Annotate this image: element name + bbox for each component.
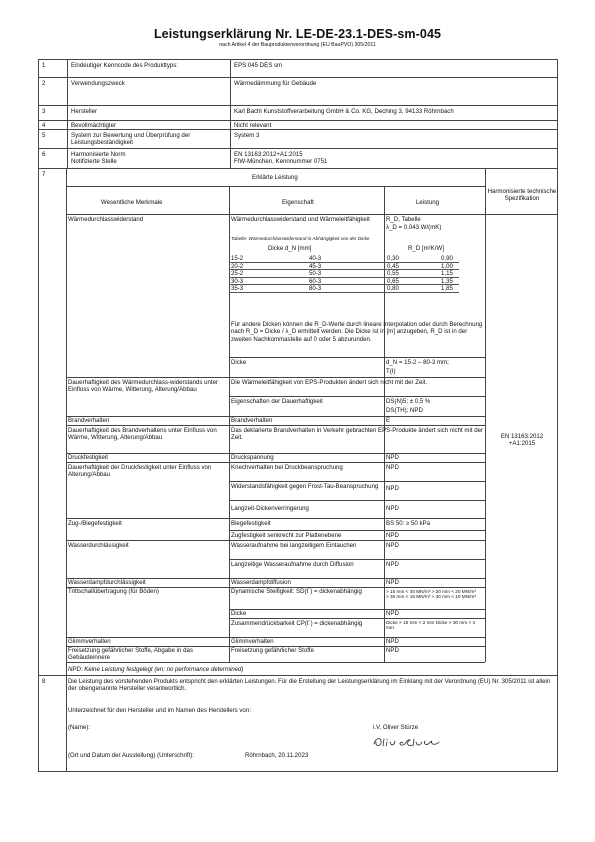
divider — [229, 500, 485, 501]
row-label: Eindeutiger Kenncode des Produkttyps: — [67, 60, 230, 77]
column-header-property: Eigenschaft — [282, 199, 314, 206]
divider — [66, 637, 485, 638]
table-cell: 0,45 — [387, 262, 399, 270]
property-label: Wasseraufnahme bei langzeitigem Eintauchen — [231, 542, 357, 549]
table-row — [229, 278, 459, 286]
table-cell: 50-3 — [309, 270, 322, 277]
divider — [229, 357, 485, 358]
characteristic-label: Dauerhaftigkeit des Brandverhaltens unter Einfluss von Wärme, Witterung, Alterung/Abbau — [68, 427, 217, 442]
property-label: Glimmverhalten — [231, 638, 274, 645]
divider — [229, 396, 485, 397]
table-caption: Tabelle: Wärmedurchlasswiderstand in Abhängigkeit von der Dicke — [231, 236, 370, 241]
row-number: 2 — [42, 80, 46, 87]
table-cell: 1,35 — [441, 277, 453, 285]
row-label — [67, 149, 230, 168]
divider — [66, 377, 485, 378]
characteristic-label: Freisetzung gefährlicher Stoffe, Abgabe in das Gebäudeinnere — [68, 647, 193, 662]
performance-value: NPD — [386, 532, 399, 539]
row-value — [230, 149, 557, 168]
divider — [66, 186, 485, 187]
row-number: 4 — [42, 122, 46, 129]
divider — [229, 618, 485, 619]
row-value: Karl Bachl Kunststoffverarbeitung GmbH & Co. KG, Deching 3, 94133 Röhrnbach — [230, 106, 557, 120]
interpolation-note: Für andere Dicken können die R_D-Werte durch lineare Interpolation oder durch Berechnung nach R_D = Dicke / λ_D ermittelt werden. Die Dicke ist in [m] anzugeben, R_D ist in der zweiten Nachkommastelle auf 0 oder 5 abzurunden. — [231, 321, 483, 343]
divider — [229, 609, 485, 610]
table-cell: 30-3 — [231, 277, 244, 285]
property-label: Wärmedurchlasswiderstand und Wärmeleitfähigkeit — [231, 216, 370, 223]
characteristic-label: Dauerhaftigkeit der Druckfestigkeit unter Einfluss von Alterung/Abbau — [68, 464, 212, 479]
performance-value: λ_D = 0,043 W/(mK) — [386, 224, 442, 231]
document-subtitle: nach Artikel 4 der Bauproduktenverordnung (EU BauPVO) 305/2011 — [219, 42, 376, 48]
divider — [66, 416, 485, 417]
property-label: Zusammendrückbarkeit CP(t´) = dickenabhängig — [231, 620, 363, 627]
divider — [66, 518, 485, 519]
place-date-value: Röhrnbach, 20.11.2023 — [245, 752, 309, 759]
table-cell: 40-3 — [309, 255, 322, 262]
performance-heading: Erklärte Leistung — [252, 174, 298, 181]
performance-value: DS(TH); NPD — [386, 407, 423, 414]
property-label: Widerstandsfähigkeit gegen Frost-Tau-Beanspruchung — [231, 483, 379, 490]
name-label: (Name): — [68, 724, 91, 731]
signed-for-text: Unterzeichnet für den Hersteller und im Namen des Herstellers von: — [68, 707, 251, 714]
property-label: Dicke — [231, 359, 247, 366]
characteristic-label: Dauerhaftigkeit des Wärmedurchlass-widerstands unter Einfluss von Wärme, Witterung, Alterung/Abbau — [68, 379, 219, 394]
row-3 — [38, 106, 558, 121]
row-4 — [38, 121, 558, 130]
row-2 — [38, 78, 558, 106]
characteristic-label: Wasserdampfdurchlässigkeit — [68, 579, 146, 586]
row-number: 7 — [39, 169, 67, 675]
table-row — [229, 263, 459, 271]
performance-value: NPD — [386, 505, 399, 512]
row-number: 1 — [42, 62, 46, 69]
divider — [229, 559, 485, 560]
property-label: Kriechverhalten bei Druckbeanspruchung — [231, 464, 343, 471]
row-5 — [38, 130, 558, 149]
row-label: Verwendungszweck — [67, 78, 230, 105]
signature-image — [372, 735, 442, 749]
table-header-resistance: R_D [m²K/W] — [408, 245, 444, 252]
row-value: Nicht relevant — [230, 121, 557, 129]
performance-value: > 15 mm < 30 MN/m³ > 20 mm < 20 MN/m³ > 30 mm < 15 MN/m³ > 40 mm < 10 MN/m³ — [386, 589, 476, 600]
column-header-performance: Leistung — [416, 199, 440, 206]
performance-value: NPD — [386, 464, 399, 471]
divider — [66, 662, 485, 663]
table-row — [229, 285, 459, 293]
performance-value: NPD — [386, 647, 399, 654]
name-value: i.V. Oliver Stürze — [373, 724, 419, 731]
table-cell: 1,15 — [441, 270, 453, 277]
table-row — [229, 270, 459, 278]
property-label: Dicke — [231, 610, 247, 617]
performance-value: Dicke > 15 mm < 2 mm Dicke > 30 mm < 3 mm — [386, 620, 476, 631]
property-label: Eigenschaften der Dauerhaftigkeit — [231, 398, 323, 405]
characteristic-label: Brandverhalten — [68, 417, 110, 424]
performance-value: NPD — [386, 579, 399, 586]
divider — [485, 169, 486, 662]
row-number: 3 — [42, 108, 46, 115]
document-title: Leistungserklärung Nr. LE-DE-23.1-DES-sm-045 — [153, 27, 442, 41]
table-cell: 1,85 — [441, 285, 453, 292]
characteristic-label: Wärmedurchlasswiderstand — [68, 216, 144, 223]
npd-note: NPD: Keine Leistung festgelegt (en: no performance determined) — [68, 666, 244, 673]
property-label: Langzeit-Dickenverringerung — [231, 505, 309, 512]
property-label: Freisetzung gefährlicher Stoffe — [231, 647, 314, 654]
row-6 — [38, 149, 558, 169]
performance-value: NPD — [386, 561, 399, 568]
column-header-characteristics: Wesentliche Merkmale — [101, 199, 163, 206]
property-label: Brandverhalten — [231, 417, 273, 424]
table-header-thickness: Dicke d_N [mm] — [268, 245, 312, 252]
performance-value: BS 50: ≥ 50 kPa — [386, 520, 430, 527]
table-cell: 0,90 — [441, 255, 453, 262]
row-1 — [38, 59, 558, 78]
table-cell: 15-2 — [231, 255, 244, 262]
row-label: Hersteller — [67, 106, 230, 120]
characteristic-label: Trittschallübertragung (für Böden) — [68, 588, 159, 595]
performance-value: d_N = 15-2 – 80-3 mm; — [386, 359, 449, 366]
harmonized-norm-value: EN 13163:2012+A1:2015 — [234, 151, 303, 158]
property-label: Zugfestigkeit senkrecht zur Plattenebene — [231, 532, 342, 539]
row-label: Bevollmächtigter — [67, 121, 230, 129]
specification-value: EN 13163:2012 +A1:2015 — [500, 433, 544, 448]
property-label: Dynamische Steifigkeit: SD(t´) = dickenabhängig — [231, 588, 362, 595]
property-label: Druckspannung — [231, 454, 274, 461]
row-label: System zur Bewertung und Überprüfung der Leistungsbeständigkeit — [67, 130, 230, 148]
resistance-table — [229, 255, 459, 293]
table-cell: 0,30 — [387, 255, 399, 262]
property-label: Wasserdampfdiffusion — [231, 579, 291, 586]
divider — [66, 453, 485, 454]
table-cell: 1,00 — [441, 262, 453, 270]
property-label: Die Wärmeleitfähigkeit von EPS-Produkten ändert sich nicht mit der Zeit. — [231, 379, 428, 386]
row-value: EPS 045 DES sm — [230, 60, 557, 77]
table-cell: 0,80 — [387, 285, 399, 292]
characteristic-label: Druckfestigkeit — [68, 454, 108, 461]
table-cell: 20-2 — [231, 262, 244, 270]
row-value: System 3 — [230, 130, 557, 148]
performance-value: NPD — [386, 542, 399, 549]
notified-body-value: FIW-München, Kennnummer 0751 — [234, 158, 328, 166]
performance-value: R_D, Tabelle — [386, 216, 421, 223]
divider — [66, 540, 485, 541]
row-value: Wärmedämmung für Gebäude — [230, 78, 557, 105]
row-number: 5 — [42, 132, 46, 139]
table-cell: 0,55 — [387, 270, 399, 277]
row-number: 6 — [42, 151, 46, 158]
table-row — [229, 255, 459, 263]
table-cell: 60-3 — [309, 277, 322, 285]
notified-body-label: Notifizierte Stelle — [71, 158, 117, 166]
performance-value: NPD — [386, 454, 399, 461]
divider — [66, 425, 485, 426]
table-cell: 45-3 — [309, 262, 322, 270]
place-date-label: (Ort und Datum der Ausstellung) (Unterschrift): — [68, 752, 194, 759]
performance-value: NPD — [386, 485, 399, 492]
declaration-text: Die Leistung des vorstehenden Produkts entspricht den erklärten Leistungen. Für die Erstellung der Leistungserklärung im Einklang mit der Verordnung (EU) Nr. 305/2011 ist allein der obengenannte Hersteller verantwortlich. — [68, 678, 551, 693]
characteristic-label: Zug-/Biegefestigkeit — [68, 520, 122, 527]
property-label: Das deklarierte Brandverhalten in Verkehr gebrachten EPS-Produkte ändert sich nicht mit der Zeit. — [231, 427, 484, 442]
harmonized-norm-label: Harmonisierte Norm — [71, 151, 126, 158]
divider — [229, 481, 485, 482]
divider — [229, 530, 485, 531]
characteristic-label: Glimmverhalten — [68, 638, 111, 645]
table-cell: 35-3 — [231, 285, 244, 292]
table-cell: 25-2 — [231, 270, 244, 277]
performance-value: DS(N)5; ± 0,5 % — [386, 398, 431, 405]
performance-value: NPD — [386, 638, 399, 645]
table-cell: 80-3 — [309, 285, 322, 292]
characteristic-label: Wasserdurchlässigkeit — [68, 542, 129, 549]
divider — [66, 462, 485, 463]
table-cell: 0,65 — [387, 277, 399, 285]
performance-value: NPD — [386, 610, 399, 617]
performance-value: E — [386, 417, 391, 424]
column-header-specification: Harmonisierte technische Spezifikation — [487, 188, 557, 203]
row-number: 8 — [39, 676, 67, 771]
property-label: Biegefestigkeit — [231, 520, 271, 527]
performance-value: T(I) — [386, 368, 396, 375]
property-label: Langzeitige Wasseraufnahme durch Diffusion — [231, 561, 354, 568]
